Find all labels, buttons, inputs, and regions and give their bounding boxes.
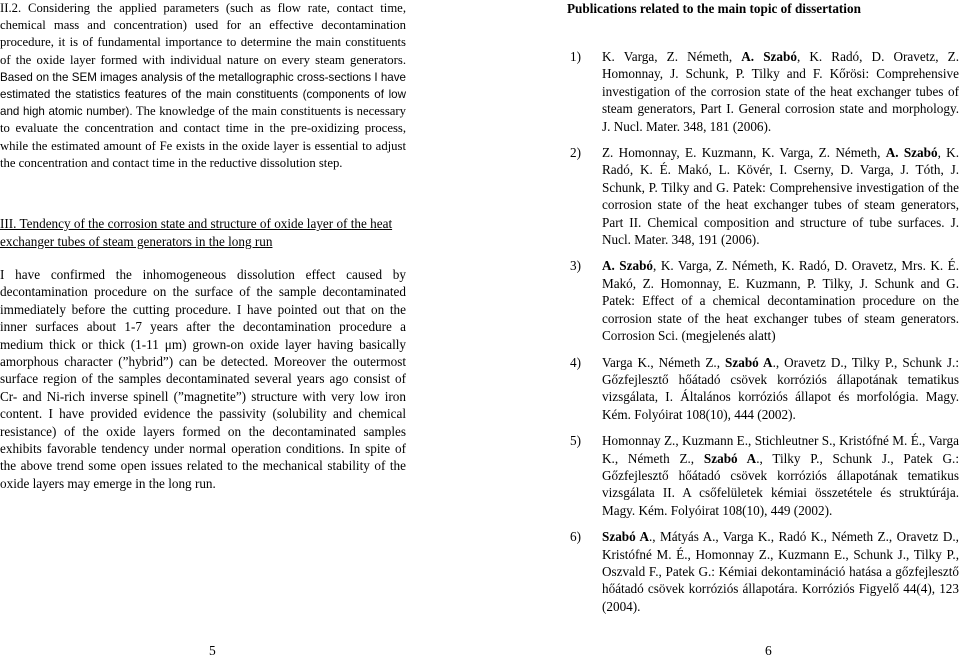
- publication-number: 1): [570, 49, 581, 64]
- publication-rest: ., Tilky P., Schunk J., Patek G.: Gőzfejlesztő hőátadó csövek korróziós állapotának tematikus vizsgálata II. A csőfelületek kémiai összetétele és struktúrája. Magy. Kém. Folyóirat 108(10), 449 (2002).: [602, 450, 959, 518]
- author-highlight: A. Szabó: [885, 145, 938, 161]
- paragraph-segment: The knowledge of the main constituents is necessary to evaluate the concentration and contact time in the pre-oxidizing process, while the estimated amount of Fe exists in the oxide layer is essential to adjust the concentration and contact time in the reductive dissolution step.: [0, 104, 406, 170]
- paragraph-segment: II.2. Considering the applied parameters (such as flow rate, contact time, chemical mass and concentration) used for an effective decontamination procedure, it is of fundamental importance to determine the main constituents of the oxide layer formed with individual nature on every steam generators.: [0, 1, 406, 67]
- publication-item: [567, 432, 959, 519]
- author-highlight: A. Szabó: [741, 49, 797, 64]
- publication-item: [567, 257, 959, 344]
- author-highlight: Szabó A: [725, 354, 773, 370]
- author-highlight: Szabó A: [602, 529, 649, 545]
- publication-number: 4): [570, 354, 581, 370]
- author-highlight: A. Szabó: [602, 258, 654, 274]
- page-number-right: 6: [765, 643, 772, 658]
- publication-rest: ., Mátyás A., Varga K., Radó K., Németh Z., Oravetz D., Kristófné M. É., Homonnay Z., Kuzmann E., Schunk J., Tilky P., Oszvald F., Patek G.: Kémiai dekontamináció hatása a gőzfejlesztő hőátadó csövek korróziós állapotára. Korróziós Figyelő 44(4), 123 (2004).: [602, 529, 959, 614]
- publication-authors: Varga K., Németh Z.,: [602, 354, 726, 370]
- publication-rest: , K. Radó, K. É. Makó, L. Kövér, I. Cserny, D. Varga, J. Tóth, J. Schunk, P. Tilky and G. Patek: Comprehensive investigation of the corrosion state of the heat exchanger tubes of steam generators, Part II. Chemical composition and structure of tube surfaces. J. Nucl. Mater. 348, 191 (2006).: [602, 145, 959, 248]
- publication-number: 5): [570, 433, 581, 449]
- publication-authors: Homonnay Z., Kuzmann E., Stichleutner S., Kristófné M. É., Varga K., Németh Z.,: [602, 433, 959, 466]
- publication-list: [567, 48, 959, 624]
- publication-rest: , K. Radó, D. Oravetz, Z. Homonnay, J. Schunk, P. Tilky and F. Kőrösi: Comprehensive investigation of the corrosion state of the heat exchanger tubes of steam generators, Part I. General corrosion state and morphology. J. Nucl. Mater. 348, 181 (2006).: [602, 49, 959, 134]
- publications-heading: Publications related to the main topic of dissertation: [567, 1, 861, 16]
- publication-number: 6): [570, 529, 581, 545]
- publication-rest: ., Oravetz D., Tilky P., Schunk J.: Gőzfejlesztő hőátadó csövek korróziós állapotának tematikus vizsgálata, I. Általános korróziós állapot és morfológia. Magy. Kém. Folyóirat 108(10), 444 (2002).: [602, 354, 959, 422]
- publication-authors: Z. Homonnay, E. Kuzmann, K. Varga, Z. Németh,: [602, 145, 886, 161]
- paragraph-segment: Based on the SEM images analysis of the metallographic cross-sections I have estimated the statistics features of the main constituents (components of low and high atomic number).: [0, 70, 406, 119]
- publication-item: [567, 48, 959, 135]
- publication-item: [567, 144, 959, 248]
- paragraph-constituents: [0, 0, 406, 172]
- paragraph-corrosion-tendency: I have confirmed the inhomogeneous dissolution effect caused by decontamination procedure on the surface of the sample decontaminated immediately before the cutting procedure. I have pointed out that on the inner surfaces about 1-7 years after the decontamination procedure a medium thick or thick (1-11 μm) grown-on oxide layer having basically amorphous character (”hybrid”) can be detected. Moreover the outermost surface region of the samples decontaminated several years ago consist of Cr- and Ni-rich inverse spinell (”magnetite”) structure with very low iron content. I have provided evidence the passivity (solubility and chemical resistance) of the oxide layers formed on the decontaminated samples exhibits favorable tendency under normal operation conditions. In spite of the above trend some open issues related to the mechanical stability of the oxide layers may emerge in the long run.: [0, 267, 406, 491]
- publication-rest: , K. Varga, Z. Németh, K. Radó, D. Oravetz, Mrs. K. É. Makó, Z. Homonnay, E. Kuzmann, P. Tilky, J. Schunk and G. Patek: Effect of a chemical decontamination procedure on the corrosion state of the heat exchanger tubes of steam generators. Corrosion Sci. (megjelenés alatt): [602, 258, 959, 344]
- publication-authors: K. Varga, Z. Németh,: [602, 49, 742, 64]
- publication-number: 3): [570, 258, 581, 274]
- publication-item: [567, 528, 959, 615]
- page-number-left: 5: [209, 643, 216, 658]
- publication-number: 2): [570, 145, 581, 161]
- author-highlight: Szabó A: [703, 450, 757, 466]
- publication-item: [567, 354, 959, 424]
- section-heading: III. Tendency of the corrosion state and structure of oxide layer of the heat exchanger tubes of steam generators in the long run: [0, 216, 393, 249]
